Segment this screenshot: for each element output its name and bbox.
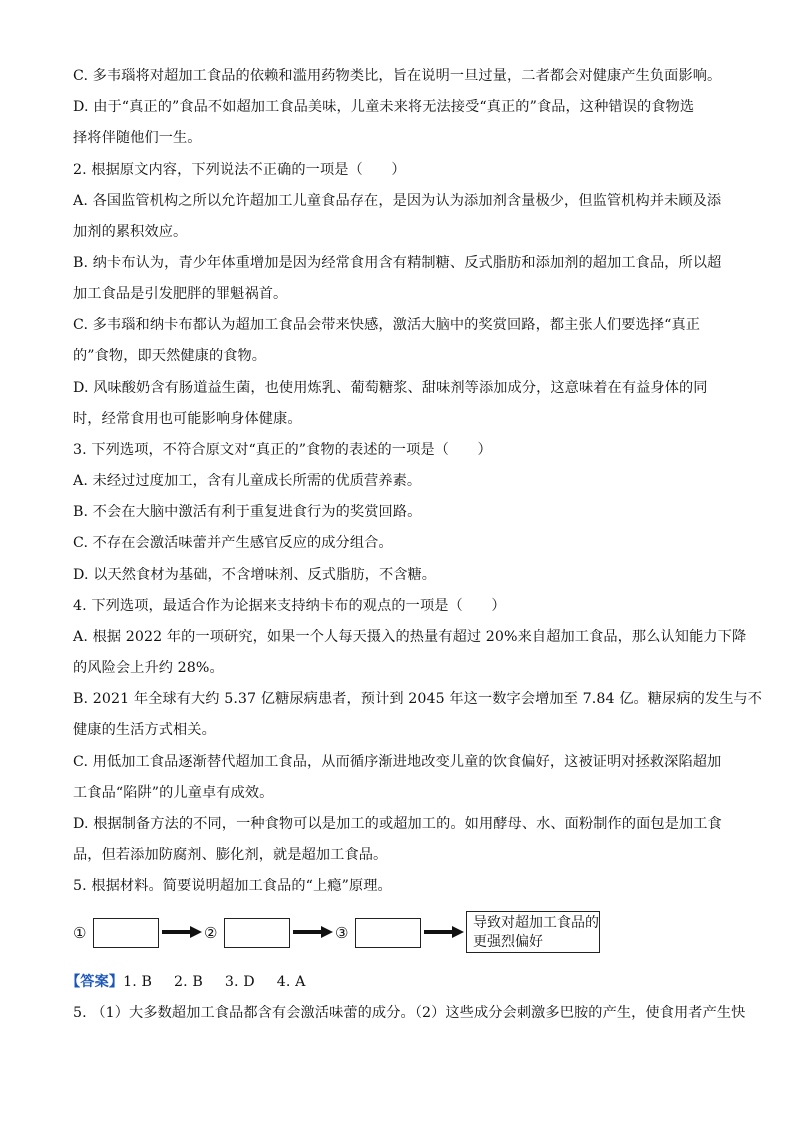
option-1c: C. 多韦瑙将对超加工食品的依赖和滥用药物类比，旨在说明一旦过量，二者都会对健康产生负面影响。: [73, 68, 722, 84]
answer-item: 3. D: [224, 974, 255, 990]
option-3b: B. 不会在大脑中激活有利于重复进食行为的奖赏回路。: [73, 504, 422, 520]
step-1-marker: ①: [73, 924, 87, 942]
question-5: 5. 根据材料。简要说明超加工食品的“上瘾”原理。: [73, 878, 392, 894]
option-3d: D. 以天然食材为基础，不含增味剂、反式脂肪，不含糖。: [73, 567, 437, 583]
arrow-right-icon: [424, 926, 464, 938]
option-4a: A. 根据 2022 年的一项研究，如果一个人每天摄入的热量有超过 20%来自超加工食品，那么认知能力下降: [73, 629, 747, 645]
option-3a: A. 未经过过度加工，含有儿童成长所需的优质营养素。: [73, 473, 422, 489]
option-4d-cont: 品，但若添加防腐剂、膨化剂，就是超加工食品。: [73, 847, 388, 863]
answer-5: 5. （1）大多数超加工食品都含有会激活味蕾的成分。（2）这些成分会刺激多巴胺的产生，使食用者产生快: [73, 1005, 746, 1021]
option-2d-cont: 时，经常食用也可能影响身体健康。: [73, 411, 302, 427]
question-4: 4. 下列选项，最适合作为论据来支持纳卡布的观点的一项是（ ）: [73, 598, 506, 614]
option-4c: C. 用低加工食品逐渐替代超加工食品，从而循序渐进地改变儿童的饮食偏好，这被证明对拯救深陷超加: [73, 754, 722, 770]
option-4b-cont: 健康的生活方式相关。: [73, 722, 216, 738]
option-2c-cont: 的”食物，即天然健康的食物。: [73, 348, 267, 364]
flow-diagram: [73, 909, 613, 959]
option-4d: D. 根据制备方法的不同，一种食物可以是加工的或超加工的。如用酵母、水、面粉制作的面包是加工食: [73, 816, 722, 832]
step-1-blank-box: [93, 918, 159, 948]
option-3c: C. 不存在会激活味蕾并产生感官反应的成分组合。: [73, 535, 393, 551]
option-1d-cont: 择将伴随他们一生。: [73, 130, 202, 146]
option-2d: D. 风味酸奶含有肠道益生菌，也使用炼乳、葡萄糖浆、甜味剂等添加成分，这意味着在有益身体的同: [73, 380, 708, 396]
option-4a-cont: 的风险会上升约 28%。: [73, 660, 224, 676]
option-4c-cont: 工食品“陷阱”的儿童卓有成效。: [73, 785, 274, 801]
option-4b: B. 2021 年全球有大约 5.37 亿糖尿病患者，预计到 2045 年这一数字会增加至 7.84 亿。糖尿病的发生与不: [73, 691, 763, 707]
answer-tag: 【答案】: [66, 974, 124, 990]
answer-line: [66, 972, 327, 992]
step-3-blank-box: [355, 918, 421, 948]
arrow-right-icon: [162, 926, 202, 938]
step-3-marker: ③: [335, 924, 349, 942]
step-2-marker: ②: [204, 924, 218, 942]
option-2b: B. 纳卡布认为，青少年体重增加是因为经常食用含有精制糖、反式脂肪和添加剂的超加工食品，所以超: [73, 255, 722, 271]
arrow-right-icon: [293, 926, 333, 938]
answer-item: 2. B: [174, 974, 203, 990]
option-2c: C. 多韦瑙和纳卡布都认为超加工食品会带来快感，激活大脑中的奖赏回路，都主张人们要选择“真正: [73, 317, 701, 333]
option-2b-cont: 加工食品是引发肥胖的罪魁祸首。: [73, 286, 288, 302]
answer-item: 1. B: [123, 974, 153, 990]
option-2a: A. 各国监管机构之所以允许超加工儿童食品存在，是因为认为添加剂含量极少，但监管机构并未顾及添: [73, 193, 722, 209]
step-2-blank-box: [224, 918, 290, 948]
result-box: 导致对超加工食品的更强烈偏好: [466, 911, 600, 953]
question-3: 3. 下列选项，不符合原文对“真正的”食物的表述的一项是（ ）: [73, 442, 492, 458]
question-2: 2. 根据原文内容，下列说法不正确的一项是（ ）: [73, 162, 406, 178]
option-1d: D. 由于“真正的”食品不如超加工食品美味，儿童未来将无法接受“真正的”食品，这种错误的食物选: [73, 99, 695, 115]
option-2a-cont: 加剂的累积效应。: [73, 224, 188, 240]
answer-item: 4. A: [276, 974, 306, 990]
